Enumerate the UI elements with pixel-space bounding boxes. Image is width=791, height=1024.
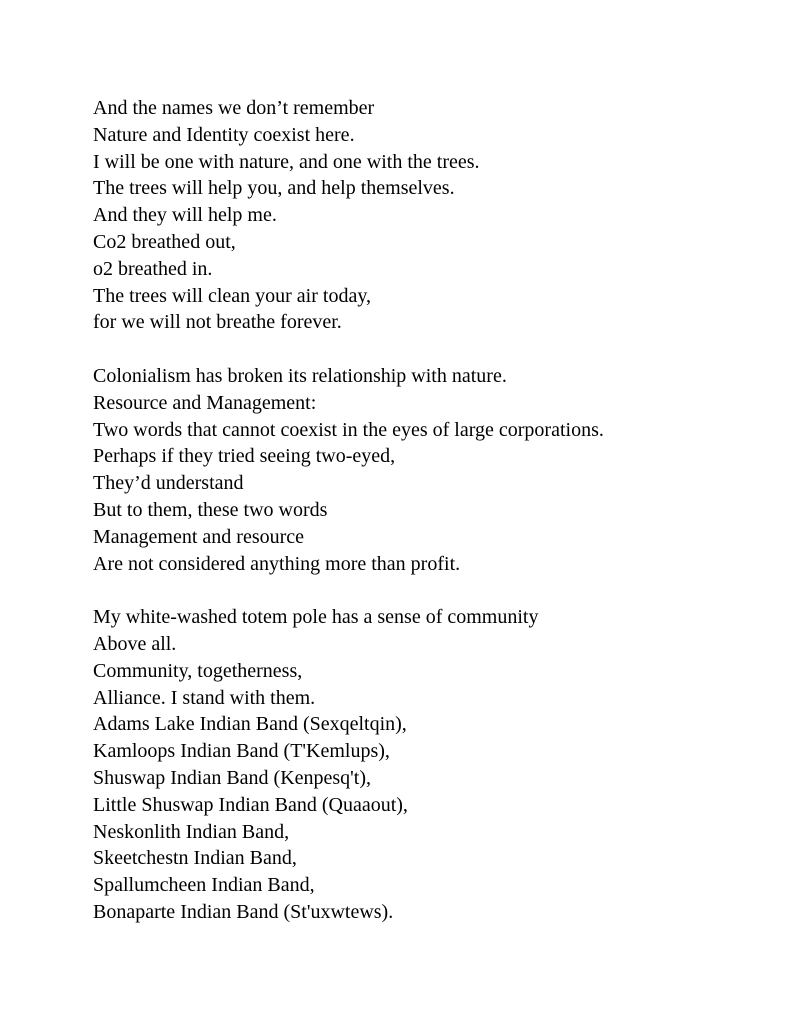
poem-line: Adams Lake Indian Band (Sexqeltqin),: [93, 713, 407, 736]
poem-line: The trees will clean your air today,: [93, 284, 372, 307]
stanza-1: [93, 95, 773, 336]
poem-line: Alliance. I stand with them.: [93, 686, 316, 709]
poem-line: My white-washed totem pole has a sense of community: [93, 606, 539, 629]
poem-line: Are not considered anything more than profit.: [93, 552, 461, 575]
poem-line: I will be one with nature, and one with the trees.: [93, 150, 480, 173]
poem-line: Two words that cannot coexist in the eyes of large corporations.: [93, 418, 604, 441]
poem-body: [93, 95, 773, 926]
poem-line: Above all.: [93, 632, 177, 655]
poem-line: Kamloops Indian Band (T'Kemlups),: [93, 740, 390, 763]
poem-line: They’d understand: [93, 472, 244, 495]
poem-line: And they will help me.: [93, 204, 277, 227]
poem-line: Nature and Identity coexist here.: [93, 123, 355, 146]
stanza-3: [93, 604, 773, 926]
poem-line: Resource and Management:: [93, 391, 317, 414]
poem-line: Neskonlith Indian Band,: [93, 820, 290, 843]
poem-line: Co2 breathed out,: [93, 230, 236, 253]
poem-line: Perhaps if they tried seeing two-eyed,: [93, 445, 396, 468]
poem-line: Management and resource: [93, 525, 305, 548]
poem-line: Bonaparte Indian Band (St'uxwtews).: [93, 900, 394, 923]
stanza-2: [93, 363, 773, 577]
poem-line: for we will not breathe forever.: [93, 311, 342, 334]
poem-line: Little Shuswap Indian Band (Quaaout),: [93, 793, 408, 816]
poem-line: Skeetchestn Indian Band,: [93, 847, 297, 870]
poem-line: Colonialism has broken its relationship with nature.: [93, 364, 507, 387]
poem-line: Spallumcheen Indian Band,: [93, 874, 315, 897]
poem-line: And the names we don’t remember: [93, 97, 375, 119]
poem-line: Community, togetherness,: [93, 659, 303, 682]
poem-line: Shuswap Indian Band (Kenpesq't),: [93, 766, 371, 789]
poem-line: The trees will help you, and help themselves.: [93, 177, 455, 200]
poem-line: o2 breathed in.: [93, 257, 213, 280]
poem-line: But to them, these two words: [93, 498, 328, 521]
